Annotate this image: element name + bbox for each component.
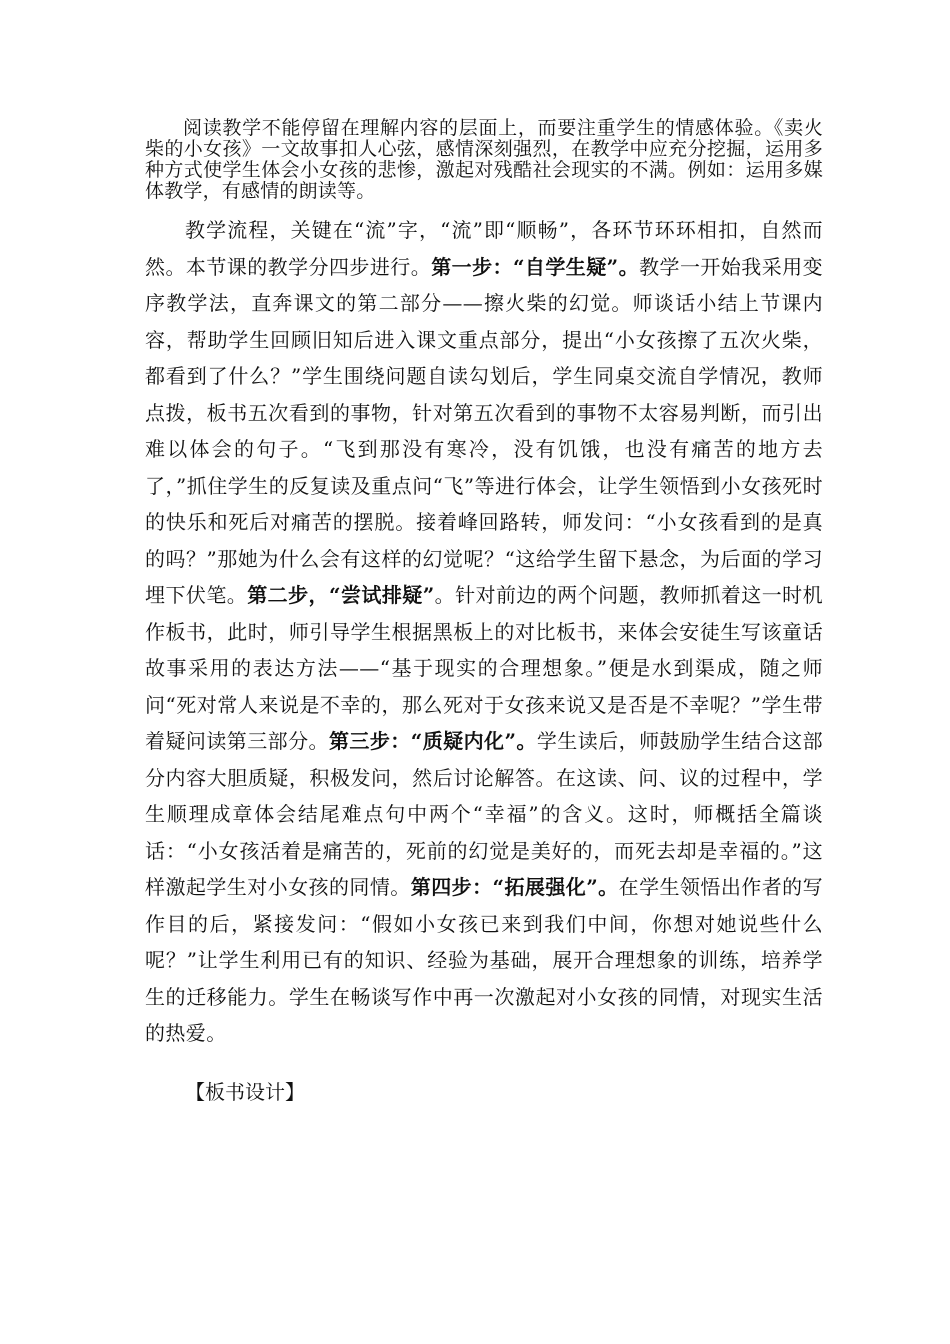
step3-text: 学生读后，师鼓励学生结合这部分内容大胆质疑，积极发问，然后讨论解答。在这读、问、议的过程中，学生顺理成章体会结尾难点句中两个“幸福”的含义。这时，师概括全篇谈话：“小女孩活着是痛苦的，死前的幻觉是美好的，而死去却是幸福的。”这样激起学生对小女孩的同情。 xyxy=(145,729,823,899)
step1-title: 第一步：“自学生疑”。 xyxy=(431,254,640,279)
step1-text: 教学一开始我采用变序教学法，直奔课文的第二部分——擦火柴的幻觉。师谈话小结上节课内容，帮助学生回顾旧知后进入课文重点部分，提出“小女孩擦了五次火柴，都看到了什么？”学生围绕问题自读勾划后，学生同桌交流自学情况，教师点拨，板书五次看到的事物，针对第五次看到的事物不太容易判断，而引出难以体会的句子。“飞到那没有寒冷，没有饥饿，也没有痛苦的地方去了，”抓住学生的反复读及重点问“飞”等进行体会，让学生领悟到小女孩死时的快乐和死后对痛苦的摆脱。接着峰回路转，师发问：“小女孩看到的是真的吗？”那她为什么会有这样的幻觉呢？“这给学生留下悬念，为后面的学习埋下伏笔。 xyxy=(145,254,823,607)
paragraph-teaching-process xyxy=(145,212,823,1052)
step3-title: 第三步：“质疑内化”。 xyxy=(328,729,537,753)
process-intro-text: 教学流程，关键在“流”字，“流”即“顺畅”，各环节环环相扣，自然而然。本节课的教学分四步进行。 xyxy=(145,218,823,279)
paragraph-reading-teaching: 阅读教学不能停留在理解内容的层面上，而要注重学生的情感体验。《卖火柴的小女孩》一文故事扣人心弦，感情深刻强烈，在教学中应充分挖掘，运用多种方式使学生体会小女孩的悲惨，激起对残酷社会现实的不满。例如：运用多媒体教学，有感情的朗读等。 xyxy=(145,117,823,202)
step2-text: 。针对前边的两个问题，教师抓着这一时机作板书，此时，师引导学生根据黑板上的对比板书，来体会安徒生写该童话故事采用的表达方法——“基于现实的合理想象。”便是水到渠成，随之师问“死对常人来说是不幸的，那么死对于女孩来说又是否是不幸呢？”学生带着疑问读第三部分。 xyxy=(145,583,824,753)
section-heading-board-design: 【板书设计】 xyxy=(185,1079,305,1104)
step4-text: 在学生领悟出作者的写作目的后，紧接发问：“假如小女孩已来到我们中间，你想对她说些什么呢？”让学生利用已有的知识、经验为基础，展开合理想象的训练，培养学生的迁移能力。学生在畅谈写作中再一次激起对小女孩的同情，对现实生活的热爱。 xyxy=(145,875,824,1045)
step2-title: 第二步，“尝试排疑” xyxy=(247,583,435,607)
document-page xyxy=(145,118,823,1110)
step4-title: 第四步：“拓展强化”。 xyxy=(410,875,619,899)
